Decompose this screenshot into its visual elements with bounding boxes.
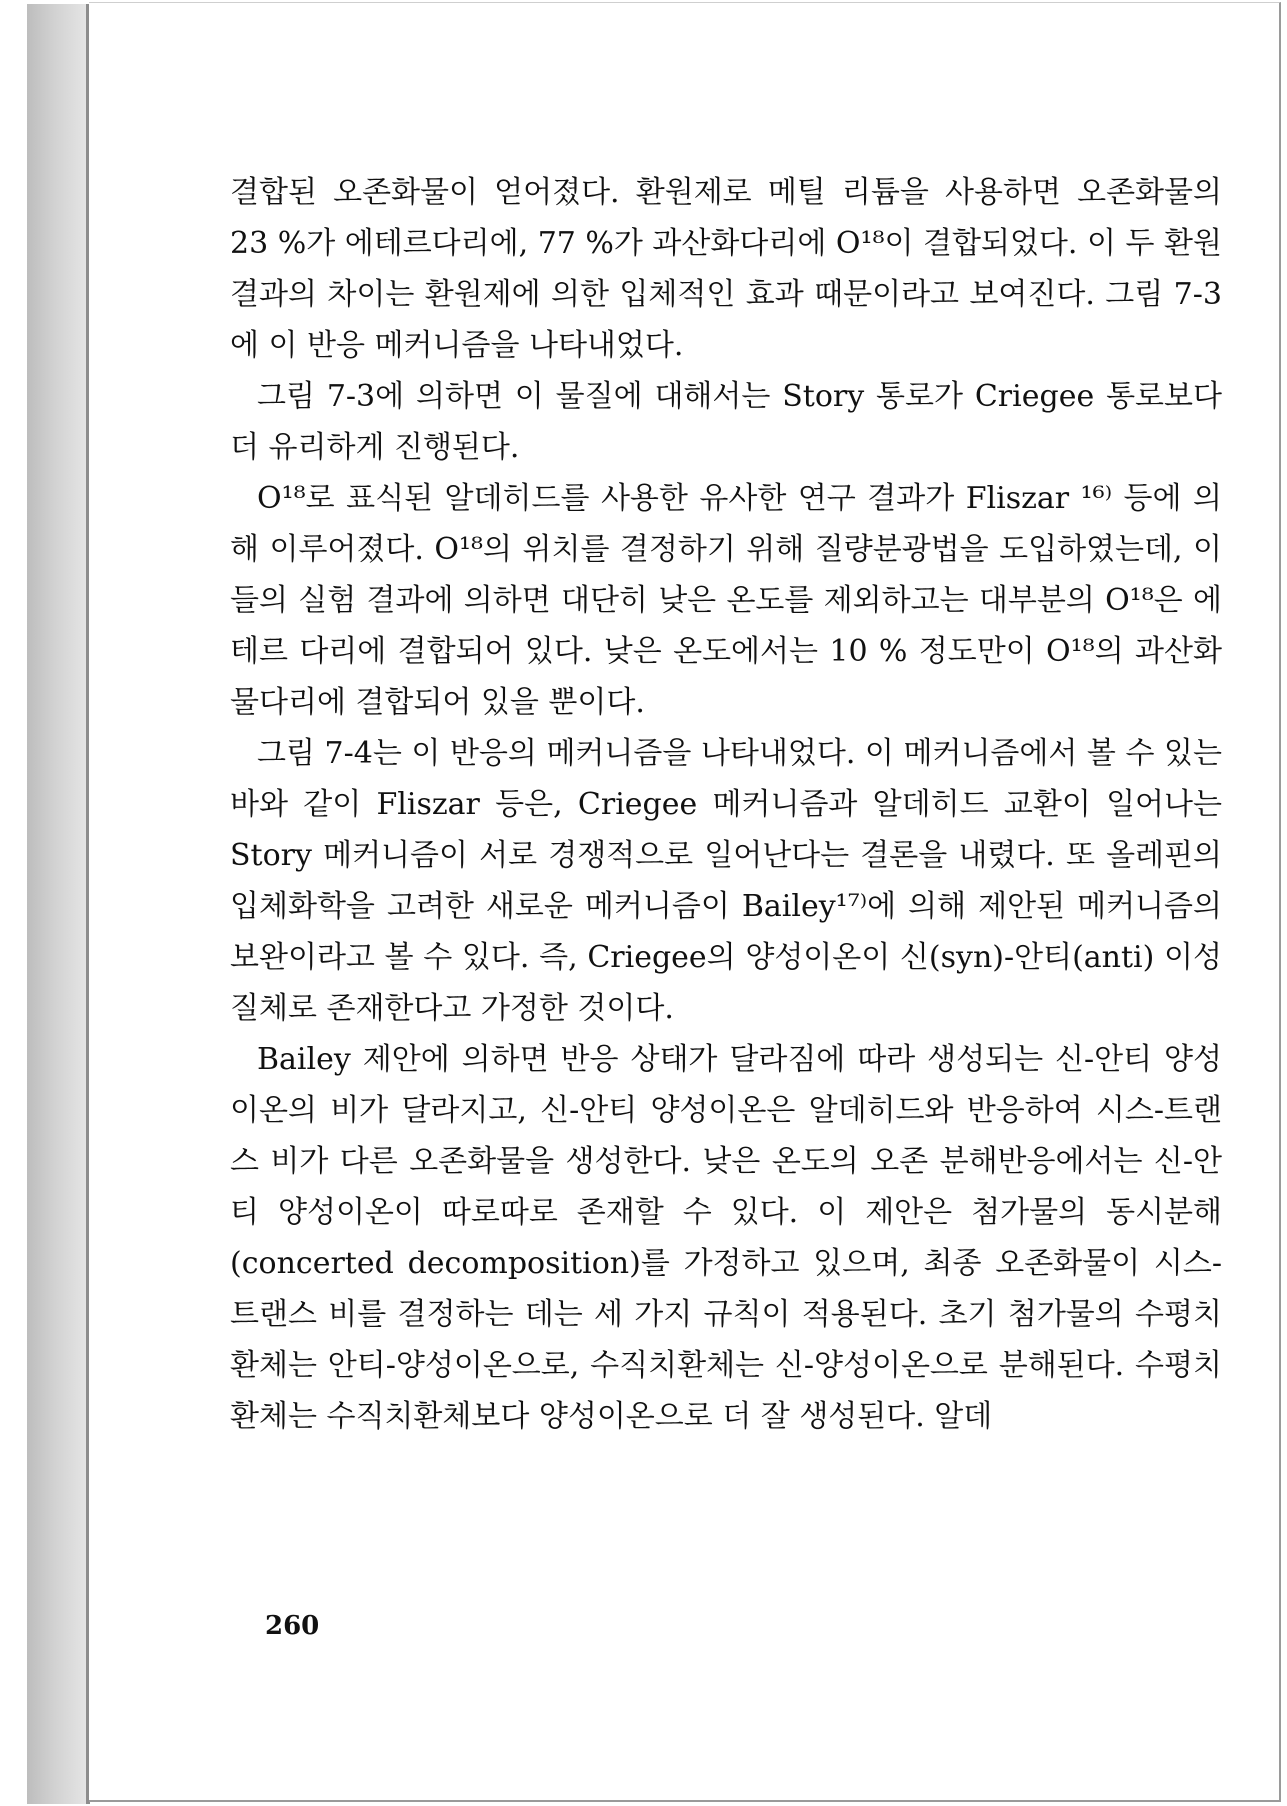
body-text [230,167,1222,1442]
paragraph-3: O¹⁸로 표식된 알데히드를 사용한 유사한 연구 결과가 Fliszar ¹⁶⁾ 등에 의해 이루어졌다. O¹⁸의 위치를 결정하기 위해 질량분광법을 도입하였는데, 이들의 실험 결과에 의하면 대단히 낮은 온도를 제외하고는 대부분의 O¹⁸은 에테르 다리에 결합되어 있다. 낮은 온도에서는 10 % 정도만이 O¹⁸의 과산화물다리에 결합되어 있을 뿐이다. [230,481,1222,720]
book-page [89,2,1281,1802]
book-spine-edge [27,4,89,1804]
paragraph-1: 결합된 오존화물이 얻어졌다. 환원제로 메틸 리튬을 사용하면 오존화물의 23 %가 에테르다리에, 77 %가 과산화다리에 O¹⁸이 결합되었다. 이 두 환원 결과의 차이는 환원제에 의한 입체적인 효과 때문이라고 보여진다. 그림 7-3에 이 반응 메커니즘을 나타내었다. [230,175,1222,363]
page-number: 260 [265,1611,320,1641]
paragraph-4: 그림 7-4는 이 반응의 메커니즘을 나타내었다. 이 메커니즘에서 볼 수 있는 바와 같이 Fliszar 등은, Criegee 메커니즘과 알데히드 교환이 일어나는 Story 메커니즘이 서로 경쟁적으로 일어난다는 결론을 내렸다. 또 올레핀의 입체화학을 고려한 새로운 메커니즘이 Bailey¹⁷⁾에 의해 제안된 메커니즘의 보완이라고 볼 수 있다. 즉, Criegee의 양성이온이 신(syn)-안티(anti) 이성질체로 존재한다고 가정한 것이다. [230,736,1222,1026]
paragraph-5: Bailey 제안에 의하면 반응 상태가 달라짐에 따라 생성되는 신-안티 양성이온의 비가 달라지고, 신-안티 양성이온은 알데히드와 반응하여 시스-트랜스 비가 다른 오존화물을 생성한다. 낮은 온도의 오존 분해반응에서는 신-안티 양성이온이 따로따로 존재할 수 있다. 이 제안은 첨가물의 동시분해(concerted decomposition)를 가정하고 있으며, 최종 오존화물이 시스-트랜스 비를 결정하는 데는 세 가지 규칙이 적용된다. 초기 첨가물의 수평치환체는 안티-양성이온으로, 수직치환체는 신-양성이온으로 분해된다. 수평치환체는 수직치환체보다 양성이온으로 더 잘 생성된다. 알데 [230,1042,1222,1434]
paragraph-2: 그림 7-3에 의하면 이 물질에 대해서는 Story 통로가 Criegee 통로보다 더 유리하게 진행된다. [230,379,1222,465]
